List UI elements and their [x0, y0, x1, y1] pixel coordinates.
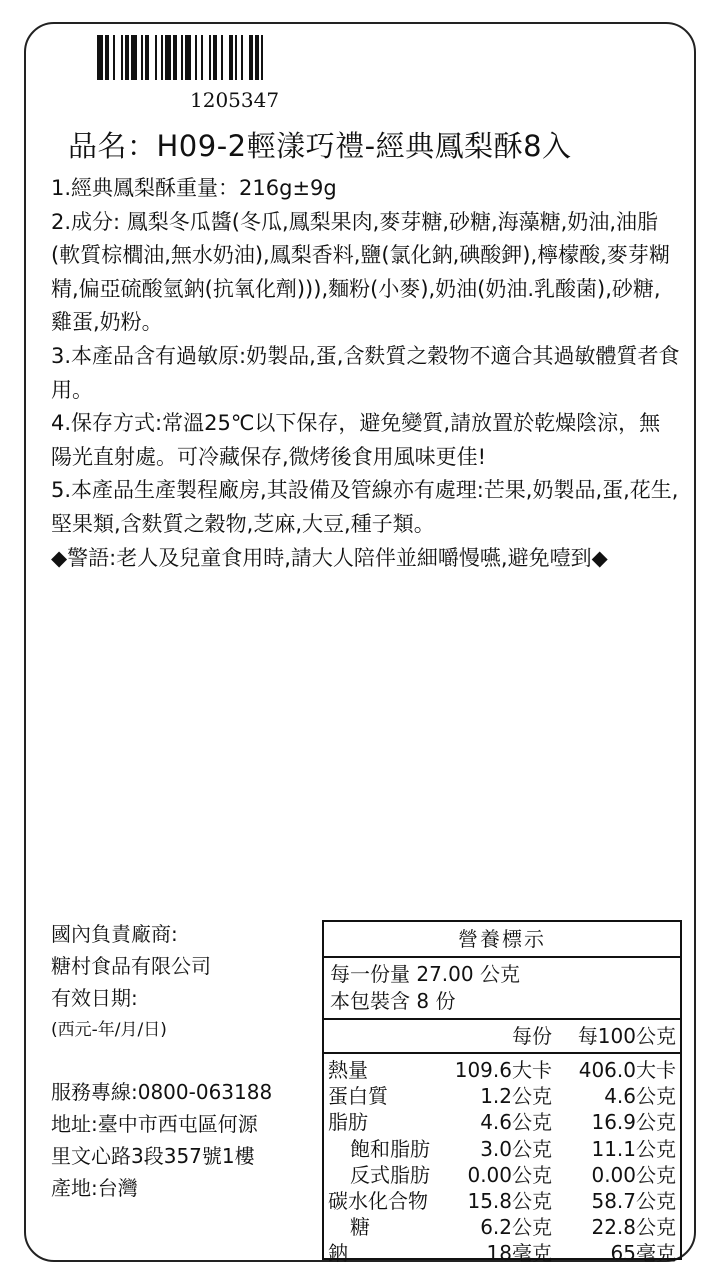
- barcode: [97, 35, 367, 80]
- nutrient-name: 脂肪: [328, 1110, 368, 1135]
- nutrition-header: [324, 1020, 680, 1054]
- product-title: 品名：H09-2輕漾巧禮-經典鳳梨酥8入: [68, 129, 572, 163]
- per-serving-value: 3.0公克: [480, 1136, 552, 1161]
- barcode-bar: [209, 35, 211, 80]
- per-serving-value: 1.2公克: [480, 1084, 552, 1109]
- per-serving-value: 6.2公克: [480, 1215, 552, 1240]
- barcode-bar: [165, 35, 171, 80]
- barcode-bar: [97, 35, 103, 80]
- nutrition-row: [324, 1136, 680, 1162]
- nutrition-title: 營養標示: [324, 922, 680, 958]
- barcode-bar: [145, 35, 149, 80]
- col-per-100g: 每100公克: [577, 1024, 676, 1048]
- col-per-serving: 每份: [512, 1024, 552, 1048]
- nutrition-row: [324, 1083, 680, 1109]
- per-100g-value: 0.00公克: [591, 1162, 676, 1187]
- service-hotline: 服務專線:0800-063188: [51, 1080, 273, 1104]
- nutrition-row: [324, 1057, 680, 1083]
- per-100g-value: 11.1公克: [591, 1136, 676, 1161]
- barcode-bar: [113, 35, 115, 80]
- weight-line: 1.經典鳳梨酥重量：216g±9g: [51, 176, 337, 200]
- barcode-bar: [105, 35, 109, 80]
- per-serving-value: 4.6公克: [480, 1110, 552, 1135]
- per-100g-value: 58.7公克: [591, 1188, 676, 1213]
- origin: 產地:台灣: [51, 1176, 138, 1200]
- facility-notice: 5.本產品生產製程廠房,其設備及管線亦有處理:芒果,奶製品,蛋,花生,堅果類,含麩質之穀物,芝麻,大豆,種子類。: [51, 478, 679, 536]
- barcode-bar: [255, 35, 259, 80]
- barcode-bar: [213, 35, 217, 80]
- nutrition-rows: [324, 1054, 680, 1267]
- responsible-label: 國內負責廠商:: [51, 922, 178, 946]
- barcode-bar: [161, 35, 163, 80]
- nutrition-row: [324, 1214, 680, 1240]
- date-format: (西元-年/月/日): [51, 1020, 167, 1040]
- warning: ◆警語:老人及兒童食用時,請大人陪伴並細嚼慢嚥,避免噎到◆: [51, 545, 608, 570]
- barcode-bar: [173, 35, 177, 80]
- allergen-notice: 3.本產品含有過敏原:奶製品,蛋,含麩質之穀物不適合其過敏體質者食用。: [51, 343, 680, 402]
- nutrition-row: [324, 1240, 680, 1266]
- address-line-2: 里文心路3段357號1樓: [51, 1144, 255, 1168]
- nutrient-name: 熱量: [328, 1058, 368, 1082]
- barcode-bar: [121, 35, 123, 80]
- per-serving-value: 109.6大卡: [454, 1058, 552, 1082]
- barcode-bar: [201, 35, 203, 80]
- barcode-bar: [235, 35, 237, 80]
- barcode-bar: [241, 35, 243, 80]
- per-100g-value: 22.8公克: [591, 1215, 676, 1240]
- per-100g-value: 16.9公克: [591, 1110, 676, 1135]
- nutrition-row: [324, 1162, 680, 1188]
- barcode-bar: [261, 35, 263, 80]
- nutrition-row: [324, 1188, 680, 1214]
- storage-instructions: 4.保存方式:常溫25℃以下保存，避免變質,請放置於乾燥陰涼，無陽光直射處。可冷藏保存,微烤後食用風味更佳!: [51, 411, 661, 469]
- label-body: [51, 172, 681, 575]
- per-100g-value: 65毫克: [610, 1241, 676, 1266]
- nutrient-name: 碳水化合物: [328, 1188, 428, 1213]
- serving-size: 每一份量 27.00 公克: [330, 962, 520, 986]
- barcode-bar: [221, 35, 223, 80]
- serving-info: [324, 958, 680, 1020]
- barcode-bar: [195, 35, 197, 80]
- per-serving-value: 18毫克: [486, 1241, 552, 1266]
- barcode-bar: [249, 35, 253, 80]
- barcode-bar: [185, 35, 191, 80]
- barcode-bar: [181, 35, 183, 80]
- company-name: 糖村食品有限公司: [51, 954, 211, 978]
- nutrient-name: 鈉: [328, 1241, 348, 1266]
- nutrient-name: 糖: [350, 1215, 370, 1240]
- expiry-label: 有效日期:: [51, 986, 138, 1010]
- ingredients: 2.成分: 鳳梨冬瓜醬(冬瓜,鳳梨果肉,麥芽糖,砂糖,海藻糖,奶油,油脂(軟質棕櫚油,無水奶油),鳳梨香料,鹽(氯化鈉,碘酸鉀),檸檬酸,麥芽糊精,偏亞硫酸氫鈉(抗氧化劑))),麵粉(小麥),奶油(奶油.乳酸菌),砂糖,雞蛋,奶粉。: [51, 209, 670, 335]
- per-100g-value: 406.0大卡: [578, 1058, 676, 1082]
- barcode-bar: [125, 35, 129, 80]
- nutrient-name: 飽和脂肪: [350, 1136, 430, 1161]
- barcode-bar: [229, 35, 233, 80]
- per-serving-value: 15.8公克: [467, 1188, 552, 1213]
- manufacturer-info: [51, 918, 321, 1204]
- servings-per-package: 本包裝含 8 份: [330, 989, 456, 1013]
- barcode-number: 1205347: [190, 88, 280, 112]
- barcode-bar: [131, 35, 137, 80]
- nutrient-name: 反式脂肪: [350, 1162, 430, 1187]
- nutrition-table: [322, 920, 682, 1266]
- barcode-bar: [155, 35, 157, 80]
- per-serving-value: 0.00公克: [467, 1162, 552, 1187]
- address-line-1: 地址:臺中市西屯區何源: [51, 1112, 258, 1136]
- per-100g-value: 4.6公克: [604, 1084, 676, 1109]
- nutrient-name: 蛋白質: [328, 1084, 388, 1109]
- barcode-bar: [141, 35, 143, 80]
- nutrition-row: [324, 1109, 680, 1135]
